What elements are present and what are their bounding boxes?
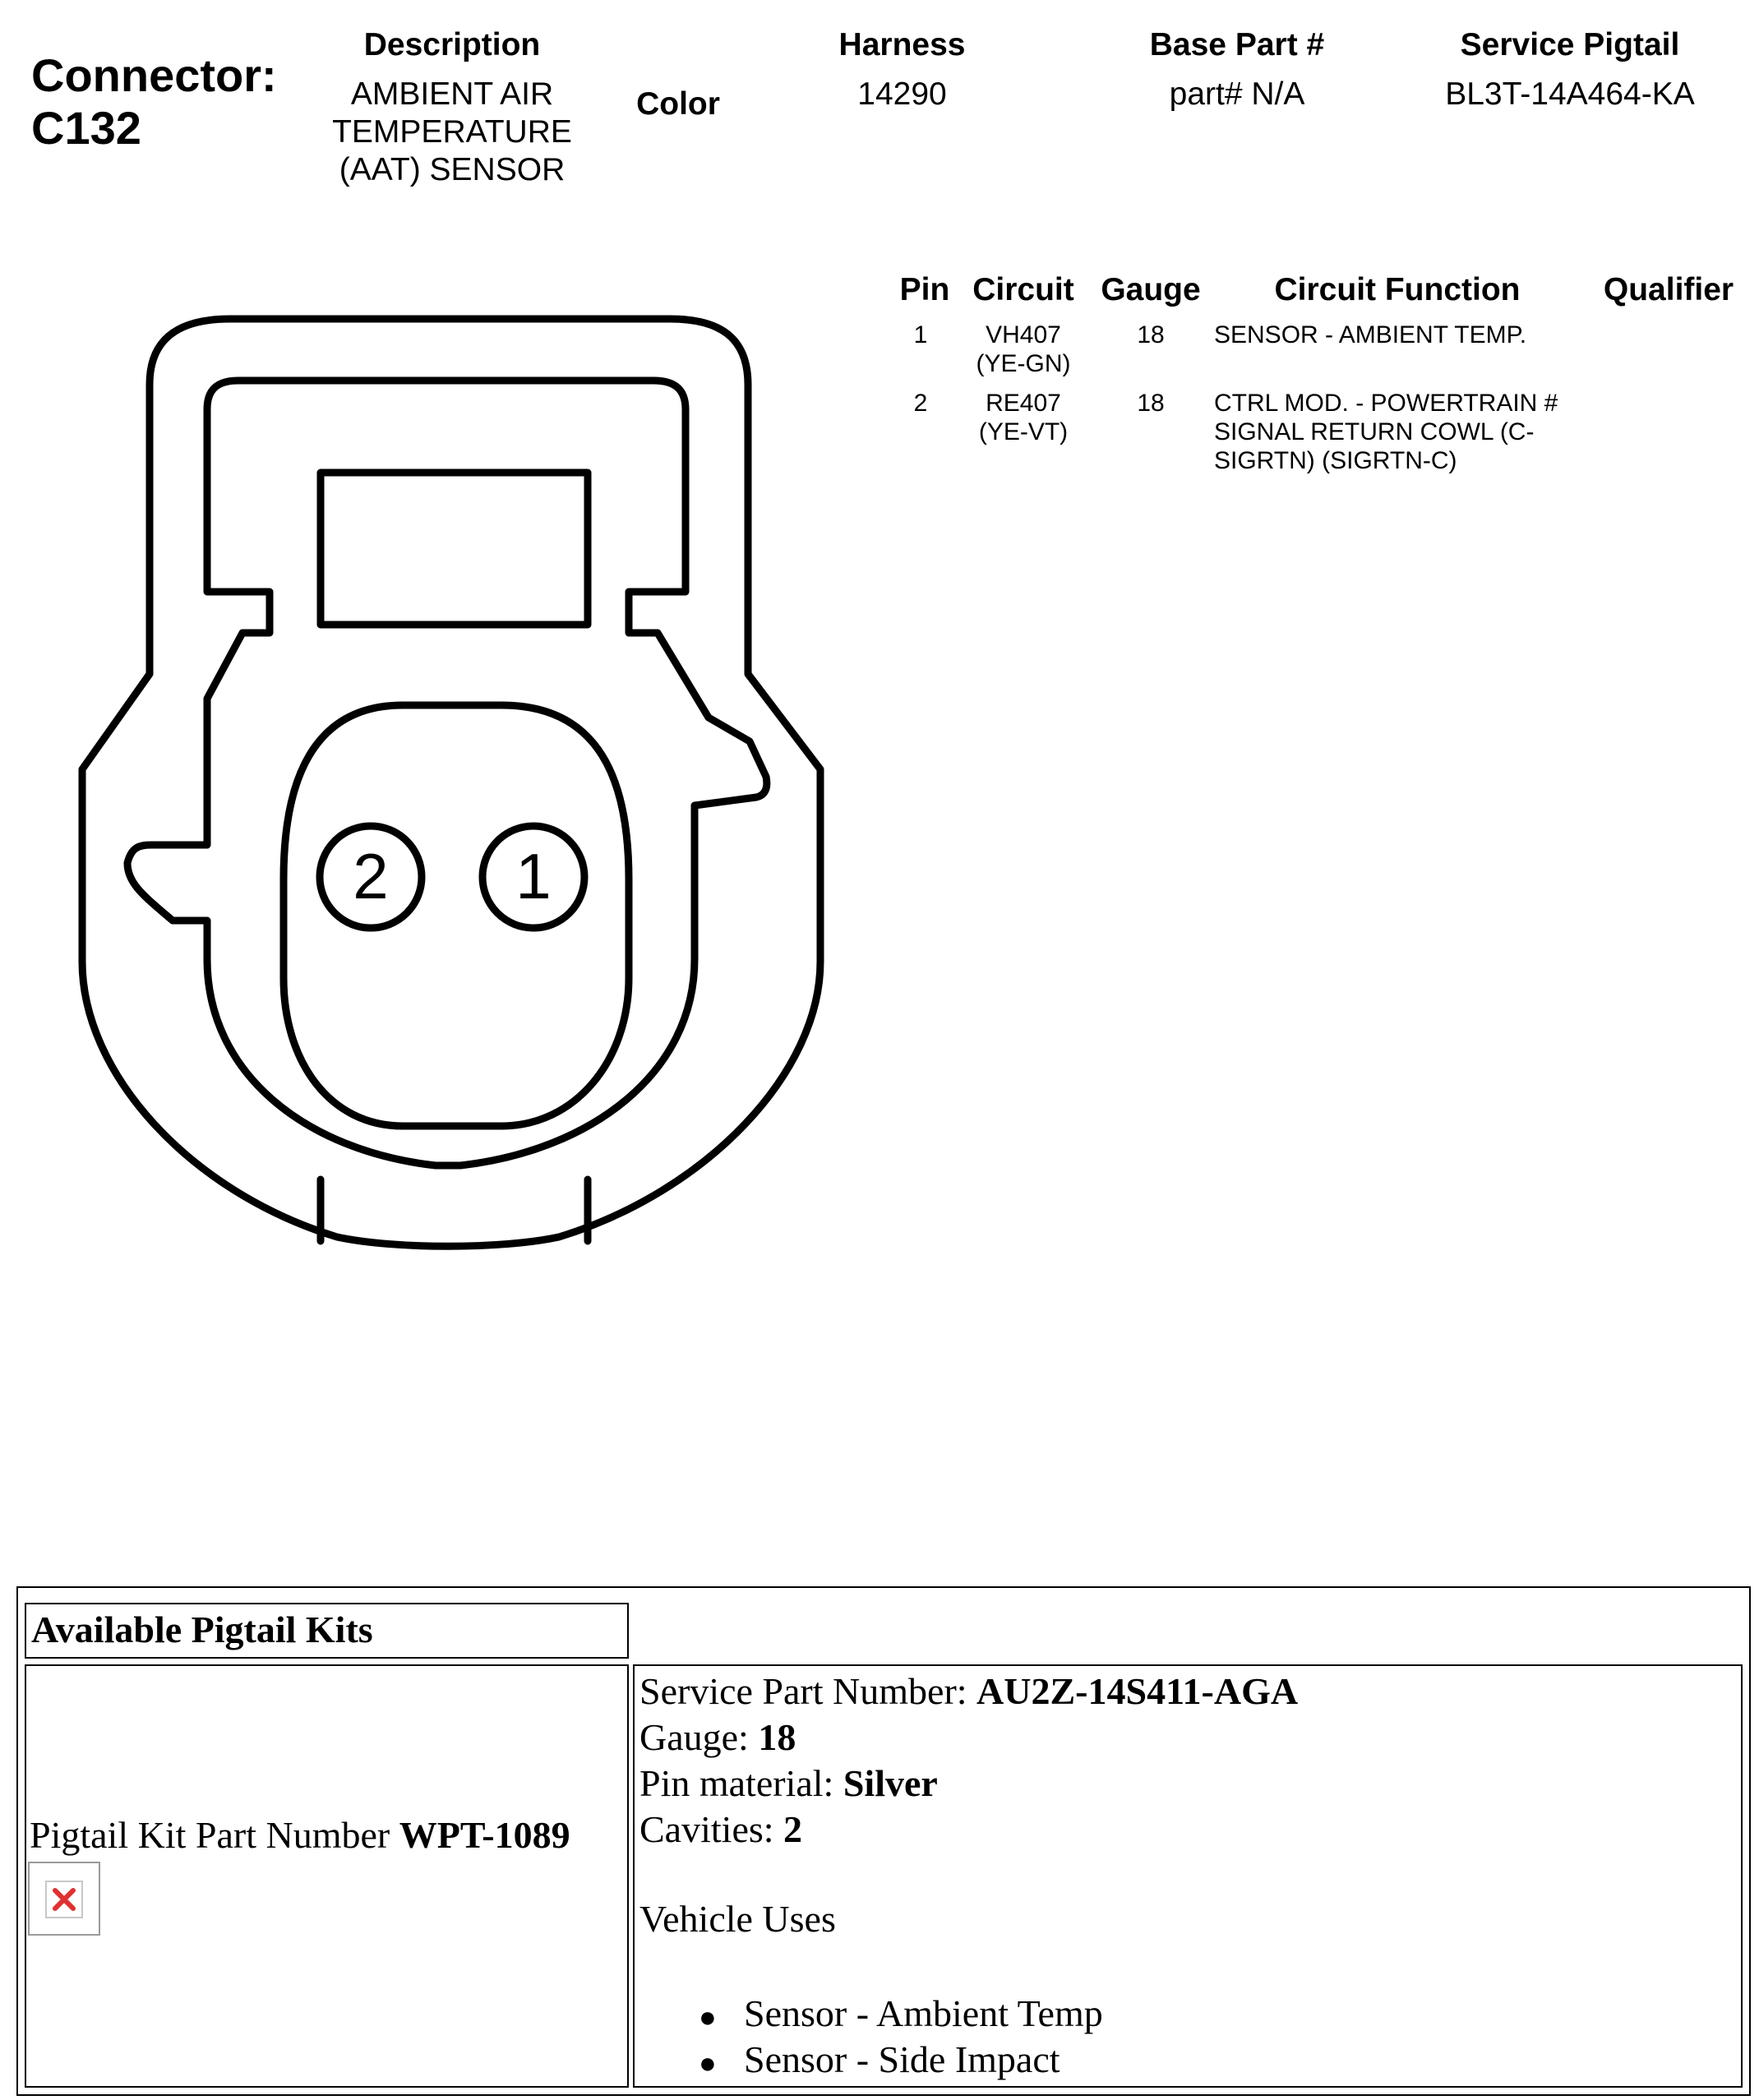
cavities (639, 1807, 802, 1853)
bottom-key-slot (321, 1179, 588, 1241)
pin-number: 2 (913, 390, 928, 417)
service-pigtail-label: Service Pigtail (1460, 27, 1680, 62)
bullet-icon: ● (699, 2001, 717, 2034)
service-pigtail-value: BL3T-14A464-KA (1445, 76, 1695, 112)
circuit-code: RE407 (YE-VT) (978, 390, 1069, 445)
kit-gauge-label: Gauge: (639, 1716, 759, 1758)
inner-profile (127, 381, 767, 1165)
description-value: AMBIENT AIR TEMPERATURE (AAT) SENSOR (332, 76, 572, 187)
gauge-header: Gauge (1101, 272, 1201, 307)
pin-header: Pin (899, 272, 950, 307)
base-part-label: Base Part # (1149, 27, 1325, 62)
pigtail-kit-part-number (30, 1812, 570, 1858)
connector-title-label: Connector: (31, 49, 277, 101)
connector-face-diagram (66, 304, 838, 1274)
pin-material-value: Silver (843, 1762, 938, 1804)
pigtail-kit-label: Pigtail Kit Part Number (30, 1814, 399, 1856)
service-part-number (639, 1668, 1298, 1715)
pigtail-kit-number: WPT-1089 (399, 1814, 570, 1856)
pin-2-label: 2 (353, 840, 389, 912)
pin-1-label: 1 (515, 840, 552, 912)
qualifier-header: Qualifier (1603, 272, 1734, 307)
pigtail-kit-cell (25, 1664, 629, 2088)
service-part-number-label: Service Part Number: (639, 1670, 977, 1712)
cavities-value: 2 (783, 1808, 803, 1850)
circuit-header: Circuit (972, 272, 1074, 307)
pin-number: 1 (913, 321, 928, 348)
harness-value: 14290 (857, 76, 947, 112)
vehicle-use-label: Sensor - Side Impact (744, 2038, 1060, 2080)
list-item (699, 1991, 1103, 2040)
pin-material-label: Pin material: (639, 1762, 843, 1804)
cavities-label: Cavities: (639, 1808, 784, 1850)
harness-label: Harness (838, 27, 966, 62)
wire-gauge: 18 (1137, 321, 1165, 348)
housing-outline (82, 319, 820, 1246)
service-part-number-value: AU2Z-14S411-AGA (976, 1670, 1299, 1712)
kit-gauge-value: 18 (758, 1716, 796, 1758)
connector-id: C132 (31, 102, 141, 154)
vehicle-uses-heading: Vehicle Uses (639, 1898, 836, 1940)
latch-window (321, 473, 588, 625)
circuit-function: SENSOR - AMBIENT TEMP. (1214, 321, 1527, 348)
color-label: Color (636, 86, 720, 122)
pigtail-kits-title: Available Pigtail Kits (31, 1608, 373, 1650)
description-label: Description (363, 27, 541, 62)
connector-title (31, 49, 277, 155)
pin-material (639, 1761, 938, 1807)
circuit-function: CTRL MOD. - POWERTRAIN # SIGNAL RETURN COWL (C-SIGRTN) (SIGRTN-C) (1214, 390, 1558, 474)
vehicle-use-label: Sensor - Ambient Temp (744, 1992, 1103, 2034)
kit-gauge (639, 1715, 796, 1761)
circuit-code: VH407 (YE-GN) (976, 321, 1071, 377)
bullet-icon: ● (699, 2047, 717, 2080)
circuit-function-header: Circuit Function (1274, 272, 1521, 307)
wire-gauge: 18 (1137, 390, 1165, 417)
broken-image-icon (28, 1862, 100, 1936)
base-part-value: part# N/A (1169, 76, 1305, 112)
list-item (699, 2037, 1060, 2086)
